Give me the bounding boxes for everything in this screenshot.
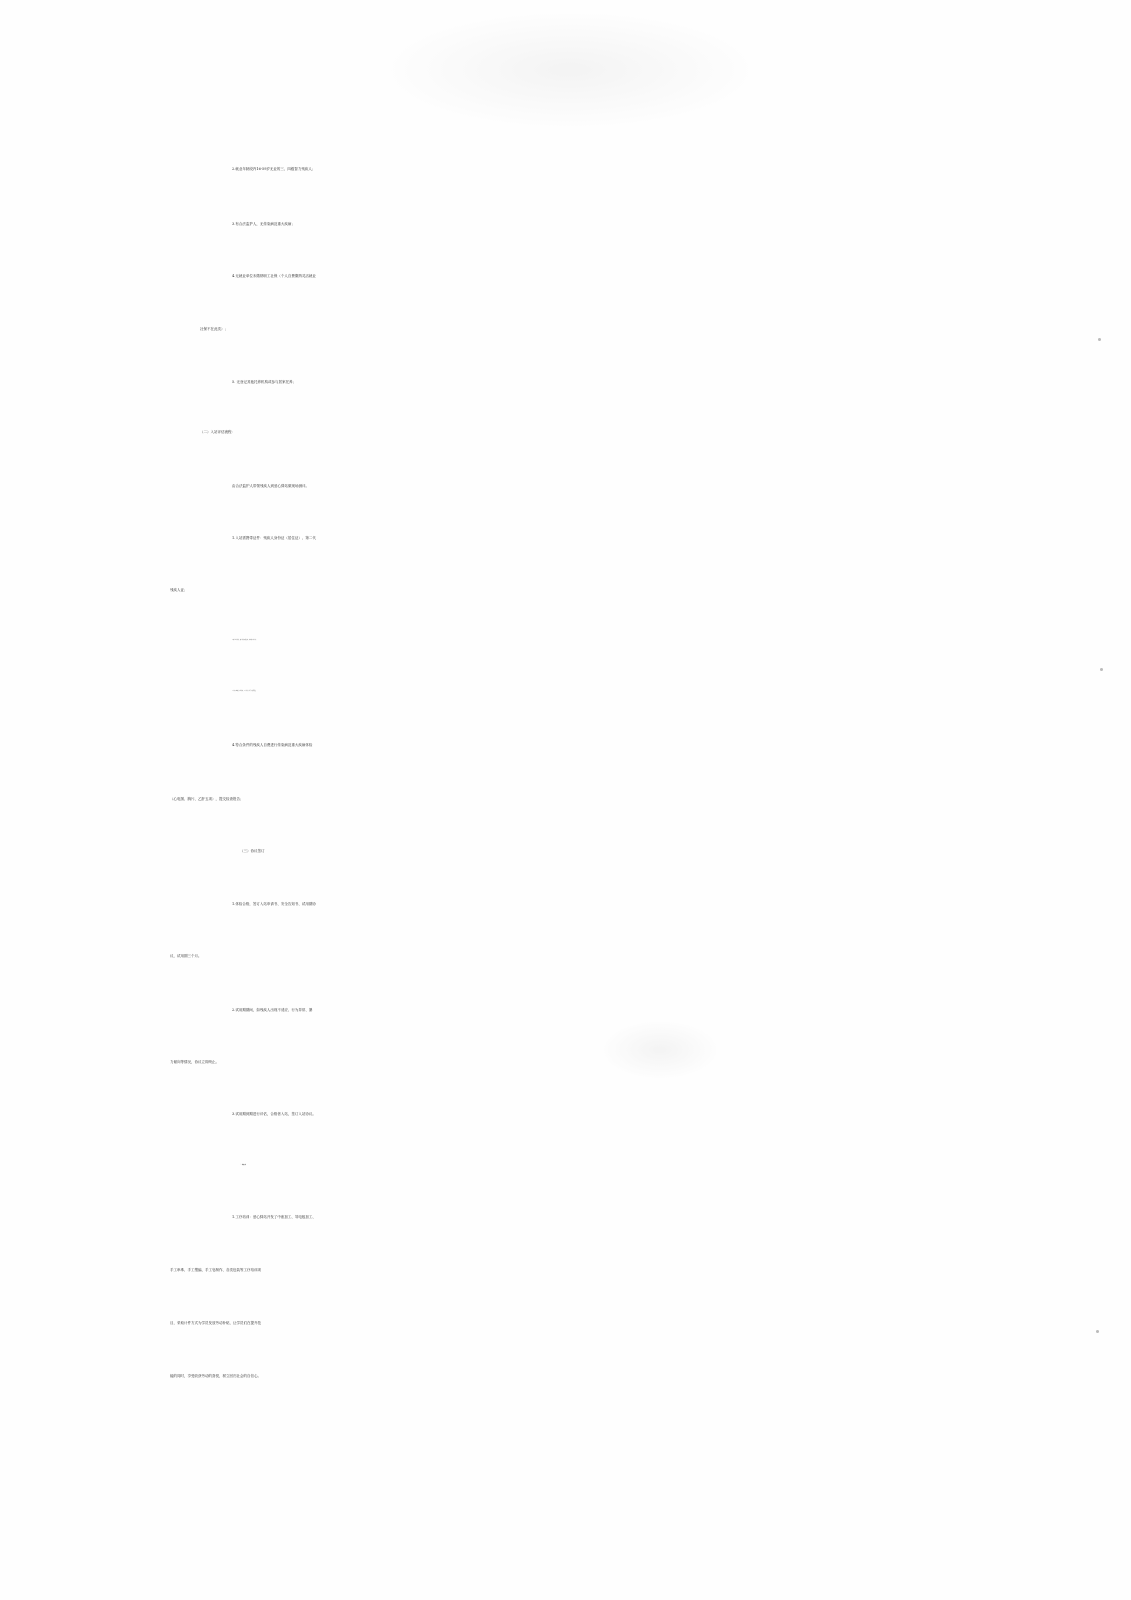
criteria-line-5: 5. 无登记其他托养机构或参与居家托养； <box>232 380 296 384</box>
scan-speck <box>1100 668 1103 671</box>
training-paragraph-line-3: 目，采取计件方式为学员发放劳动补贴，让学员们在提升技 <box>170 1321 261 1325</box>
scan-speck <box>1096 1330 1099 1333</box>
section-heading-assessment: （二）入站评估流程： <box>200 430 235 434</box>
assessment-step-2: 2.核实证件信息，填写信息采集表格，现场做入站评估； <box>232 640 257 641</box>
assessment-step-4-continued: （心电图、胸片、乙肝五项），提交检查报告； <box>170 797 244 801</box>
section-heading-training: 三、培训内容 <box>240 1165 246 1166</box>
criteria-line-3: 3.有合法监护人，无传染病及重大疾病； <box>232 222 295 226</box>
training-paragraph-line-1: 1.工疗培训：爱心驿站开发了中座加工、导电板加工、 <box>232 1215 316 1219</box>
assessment-step-1-continued: 残疾人证； <box>170 588 188 592</box>
criteria-line-4-continued: 社保不在此类）； <box>200 327 228 331</box>
agreement-step-2: 2.试用期期间，如残疾人出现不适应、行为异常、暴 <box>232 1008 313 1012</box>
assessment-step-3: 3.评估小组确定入驻资格，3个工作日内给予电话回复； <box>232 691 257 692</box>
assessment-step-1: 1.入站需携带证件：残疾人身份证（居住证）、第二代 <box>232 536 316 540</box>
agreement-step-1: 1.体检合格，签订入站申请书、安全告知书、试用期协 <box>232 902 316 906</box>
assessment-intro: 由合法监护人带领残疾人到爱心驿站做现场测评。 <box>232 484 309 488</box>
agreement-step-2-continued: 力倾向等情况，协议立即终止。 <box>170 1060 219 1064</box>
training-paragraph-line-4: 能的同时，享受收获劳动的喜悦，树立回归社会的自信心。 <box>170 1374 261 1378</box>
training-paragraph-line-2: 手工串珠、手工塑编、手工皂制作、各类包装等工疗培训项 <box>170 1268 261 1272</box>
agreement-step-1-continued: 议，试用期三个月。 <box>170 954 202 958</box>
criteria-line-2: 2.就业年龄段内16-59岁无业的三、四级智力残疾人； <box>232 167 316 171</box>
section-heading-agreement: （三）协议签订 <box>240 849 265 853</box>
scan-speck <box>1098 338 1101 341</box>
criteria-line-4: 4.无就业单位未缴纳职工社保（个人自费缴纳灵活就业 <box>232 274 316 278</box>
assessment-step-4: 4.符合条件的残疾人自费进行传染病及重大疾病体检 <box>232 743 313 747</box>
agreement-step-3: 3.试用期到期进行评估，合格者入站，签订入站协议。 <box>232 1112 316 1116</box>
scan-bleed-through-mark <box>380 10 760 130</box>
